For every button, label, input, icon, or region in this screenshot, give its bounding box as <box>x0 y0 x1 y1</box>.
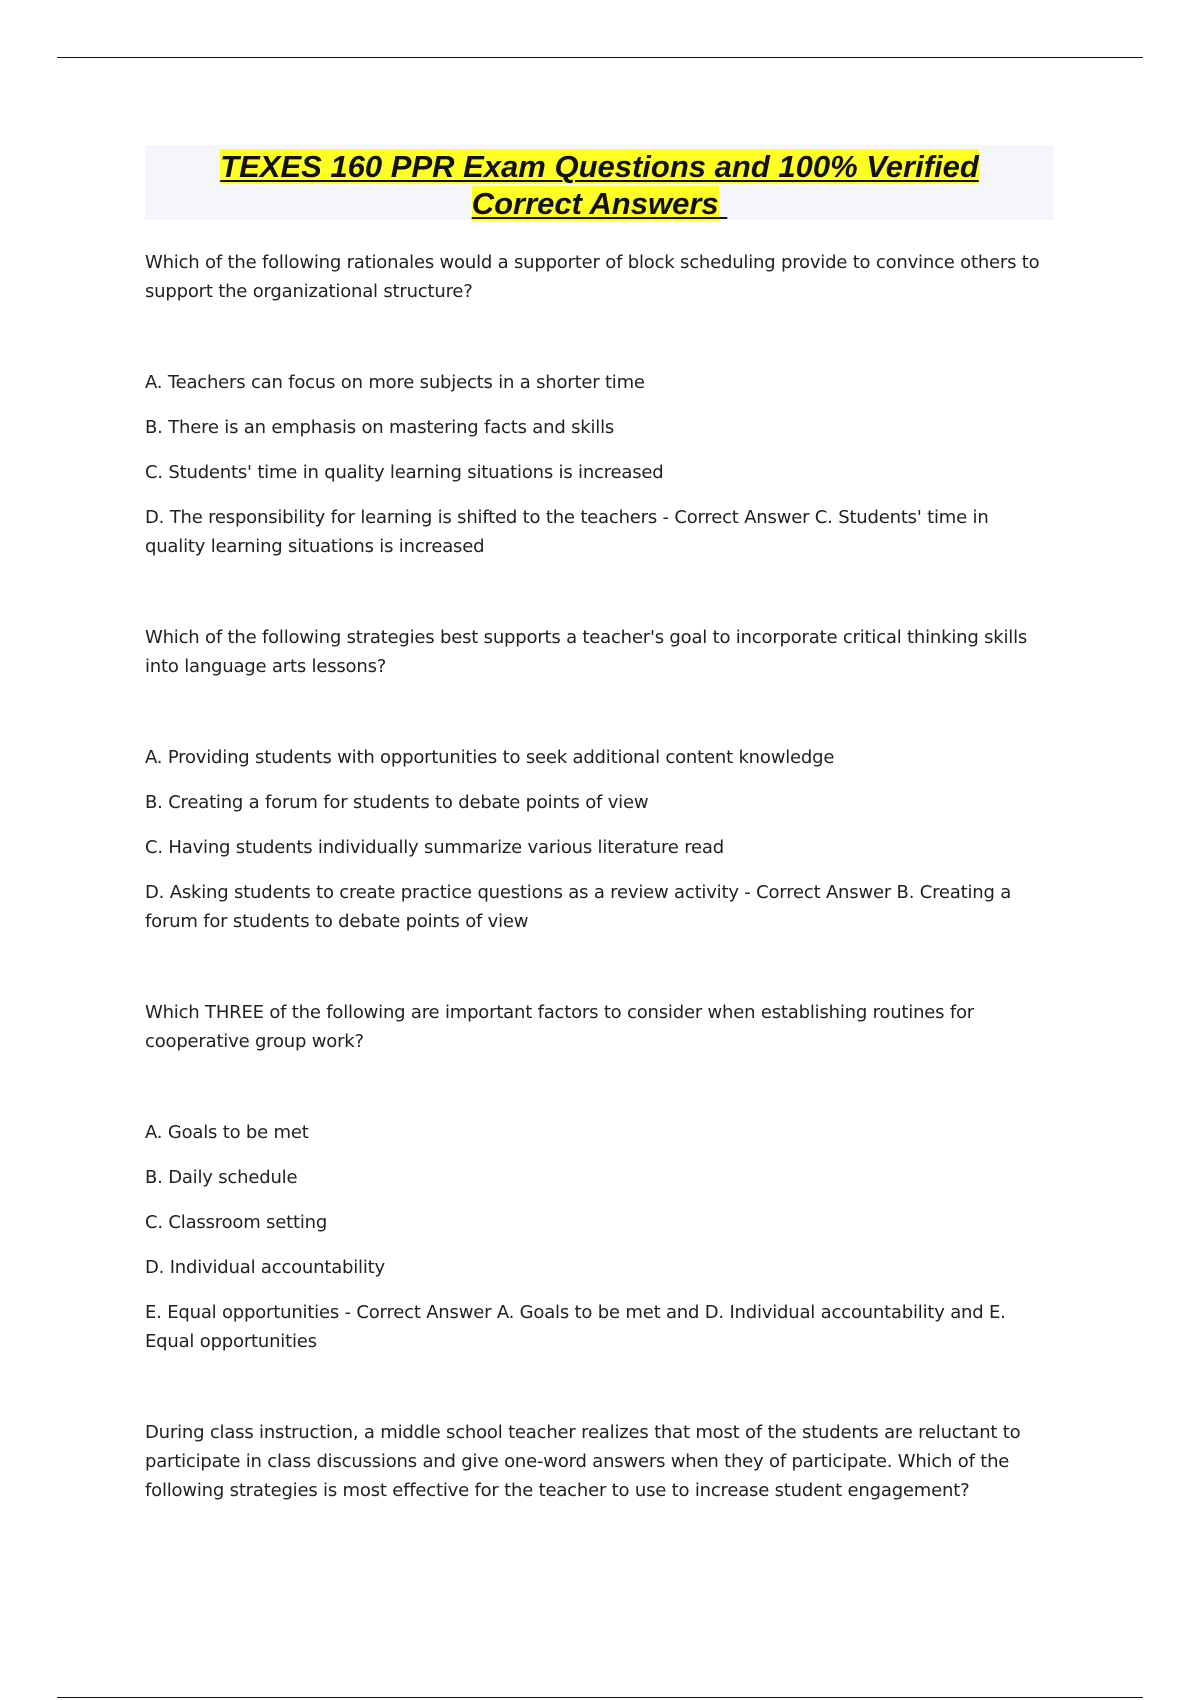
question-2-text: Which of the following strategies best supports a teacher's goal to incorporate critical thinking skills into language arts lessons? <box>145 627 1028 677</box>
footer-rule <box>57 1697 1143 1698</box>
document-title <box>220 148 979 222</box>
document-body <box>145 248 1045 1567</box>
question-3-option-b: B. Daily schedule <box>145 1167 298 1188</box>
question-2-option-c: C. Having students individually summarize various literature read <box>145 837 724 858</box>
question-1-option-b: B. There is an emphasis on mastering facts and skills <box>145 417 615 438</box>
title-banner <box>145 145 1054 220</box>
question-1-option-a: A. Teachers can focus on more subjects in a shorter time <box>145 372 645 393</box>
question-3-option-a: A. Goals to be met <box>145 1122 309 1143</box>
header-rule <box>57 57 1143 58</box>
title-line-1: TEXES 160 PPR Exam Questions and 100% Verified <box>220 149 979 184</box>
question-3-text: Which THREE of the following are important factors to consider when establishing routines for cooperative group work? <box>145 1002 974 1052</box>
title-line-2: Correct Answers <box>471 186 719 221</box>
question-2-option-a: A. Providing students with opportunities to seek additional content knowledge <box>145 747 835 768</box>
question-1-text: Which of the following rationales would a supporter of block scheduling provide to convince others to support the organizational structure? <box>145 252 1040 302</box>
question-3-option-d: D. Individual accountability <box>145 1257 385 1278</box>
question-2-option-d: D. Asking students to create practice questions as a review activity - Correct Answer B. Creating a forum for students to debate points of view <box>145 882 1012 932</box>
question-1-option-c: C. Students' time in quality learning situations is increased <box>145 462 664 483</box>
question-4-text: During class instruction, a middle school teacher realizes that most of the students are reluctant to participate in class discussions and give one-word answers when they of participate. Which of the following strategies is most effective for the teacher to use to increase student engagement? <box>145 1422 1021 1501</box>
question-2-option-b: B. Creating a forum for students to debate points of view <box>145 792 649 813</box>
question-3-option-c: C. Classroom setting <box>145 1212 328 1233</box>
question-1-option-d: D. The responsibility for learning is shifted to the teachers - Correct Answer C. Students' time in quality learning situations is increased <box>145 507 989 557</box>
question-3-option-e: E. Equal opportunities - Correct Answer A. Goals to be met and D. Individual accountability and E. Equal opportunities <box>145 1302 1006 1352</box>
